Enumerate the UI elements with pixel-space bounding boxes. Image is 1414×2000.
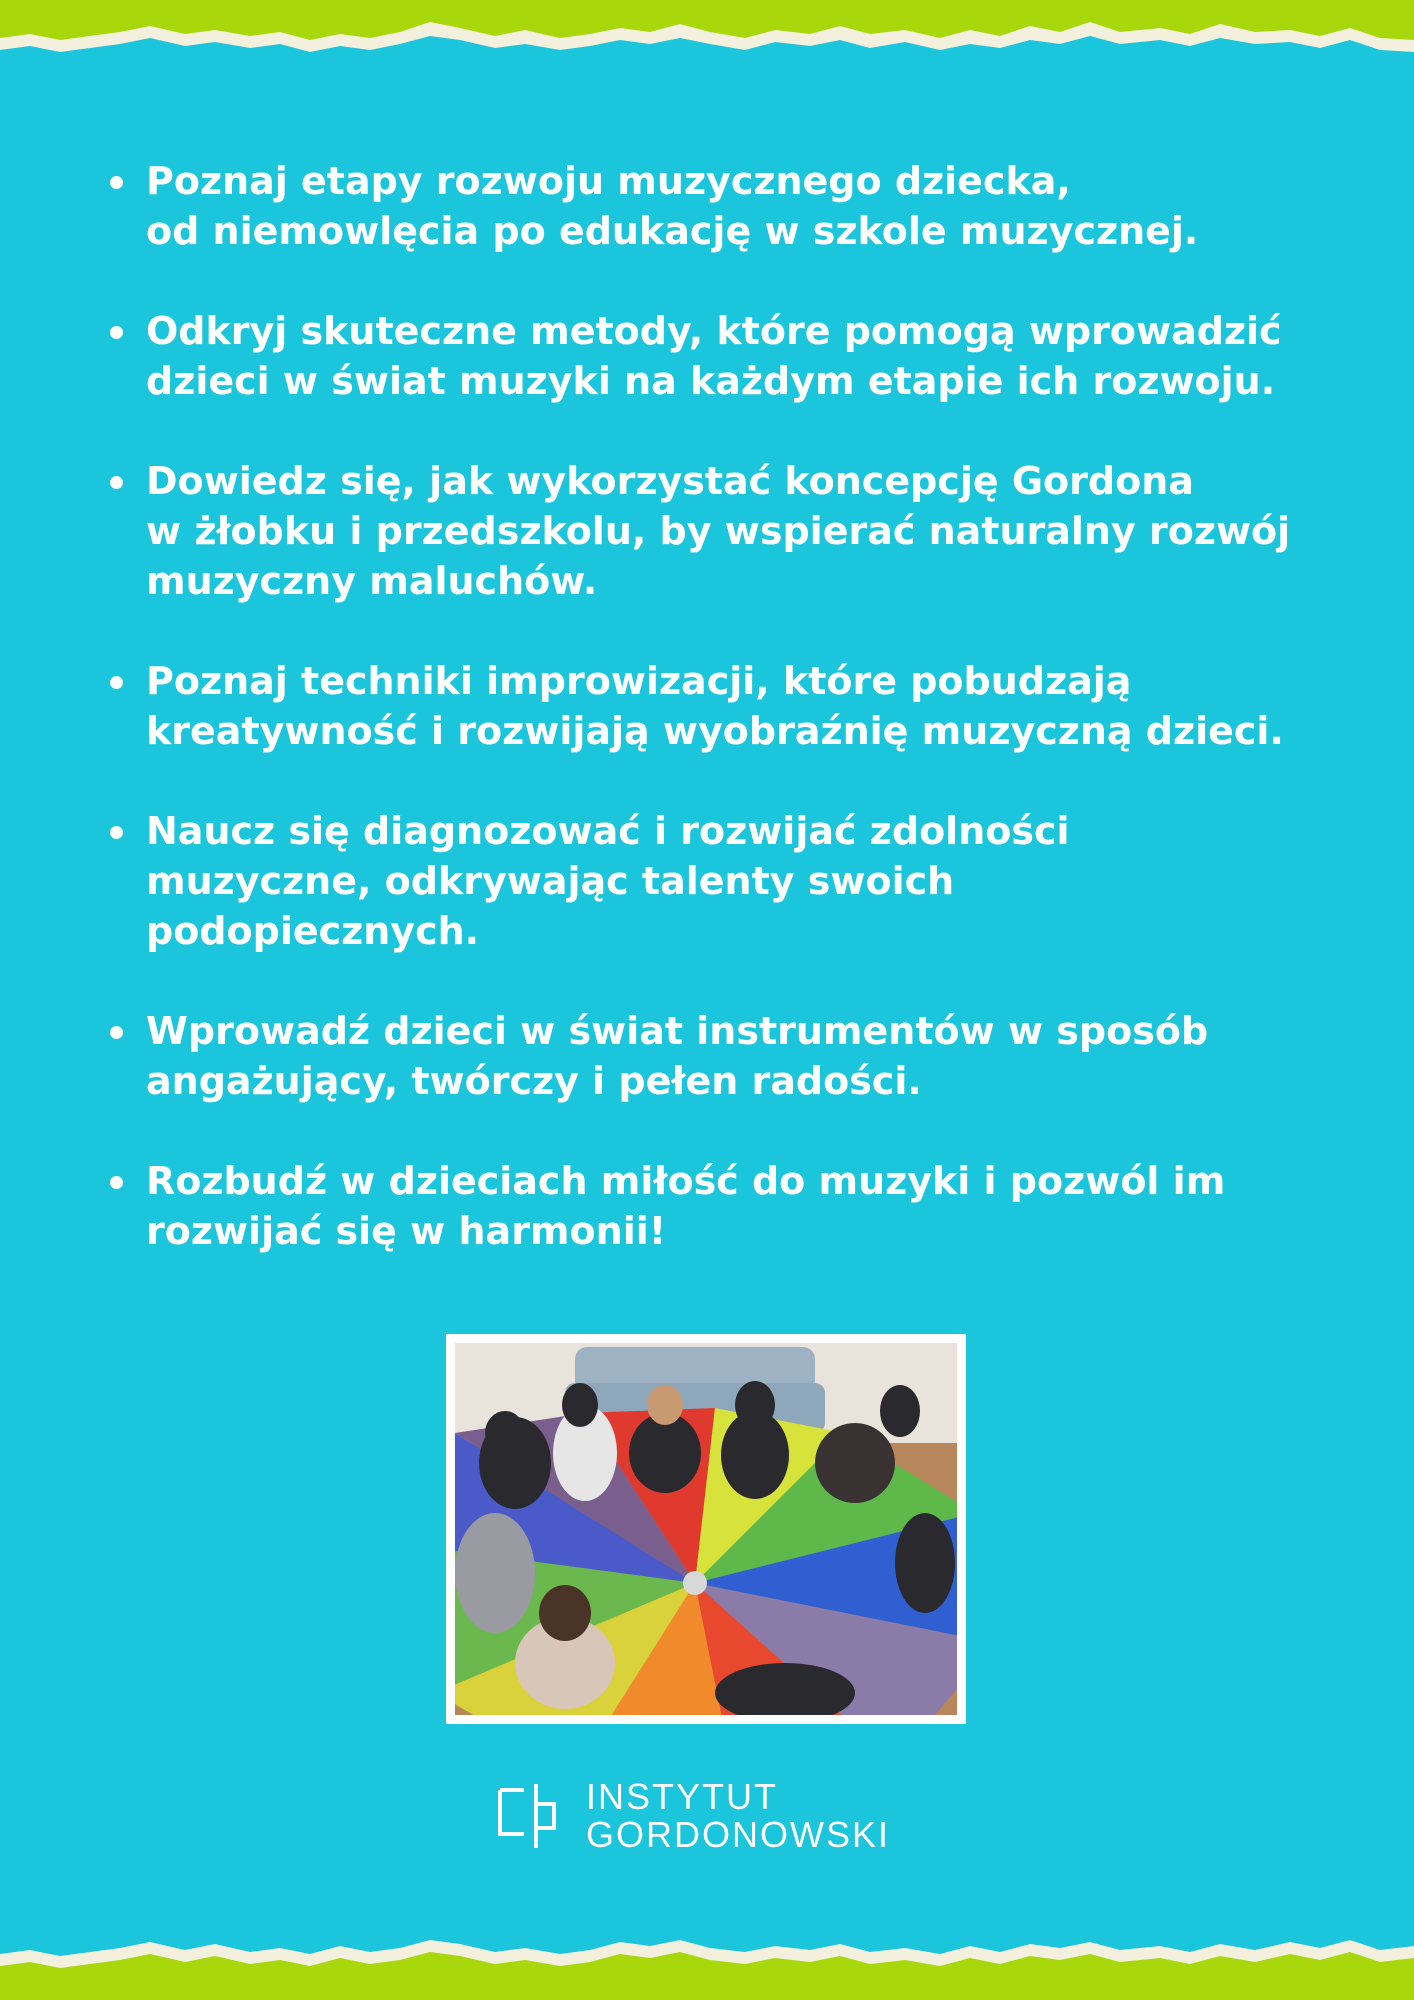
bullet-line: Naucz się diagnozować i rozwijać zdolności — [146, 809, 1070, 853]
bullet-line: Rozbudź w dzieciach miłość do muzyki i pozwól im — [146, 1159, 1226, 1203]
bullet-item — [100, 306, 1350, 406]
photo-frame — [446, 1334, 966, 1724]
bullet-line: w żłobku i przedszkolu, by wspierać naturalny rozwój — [146, 509, 1291, 553]
logo-mark-icon — [498, 1782, 556, 1850]
bullet-line: Dowiedz się, jak wykorzystać koncepcję Gordona — [146, 459, 1194, 503]
bullet-line: Odkryj skuteczne metody, które pomogą wprowadzić — [146, 309, 1282, 353]
bullet-line: dzieci w świat muzyki na każdym etapie ich rozwoju. — [146, 359, 1276, 403]
bullet-item — [100, 806, 1350, 956]
bullet-line: Poznaj techniki improwizacji, które pobudzają — [146, 659, 1132, 703]
torn-paper-top — [0, 0, 1414, 90]
bullet-line: muzyczny maluchów. — [146, 559, 598, 603]
bullet-line: Poznaj etapy rozwoju muzycznego dziecka, — [146, 159, 1071, 203]
group-photo — [455, 1343, 957, 1715]
logo-line-1: INSTYTUT — [586, 1776, 778, 1817]
bullet-item — [100, 456, 1350, 606]
logo-text — [586, 1778, 890, 1854]
bullet-line: muzyczne, odkrywając talenty swoich — [146, 859, 955, 903]
logo-line-2: GORDONOWSKI — [586, 1814, 891, 1855]
bullet-line: rozwijać się w harmonii! — [146, 1209, 667, 1253]
bullet-list — [100, 156, 1350, 1256]
bullet-line: kreatywność i rozwijają wyobraźnię muzyczną dzieci. — [146, 709, 1284, 753]
bullet-item — [100, 156, 1350, 256]
bullet-line: podopiecznych. — [146, 909, 480, 953]
bullet-item — [100, 1156, 1350, 1256]
bullet-line: od niemowlęcia po edukację w szkole muzycznej. — [146, 209, 1199, 253]
torn-paper-bottom — [0, 1910, 1414, 2000]
bullet-item — [100, 1006, 1350, 1106]
bullet-line: Wprowadź dzieci w świat instrumentów w sposób — [146, 1009, 1209, 1053]
bullet-item — [100, 656, 1350, 756]
bullet-line: angażujący, twórczy i pełen radości. — [146, 1059, 922, 1103]
